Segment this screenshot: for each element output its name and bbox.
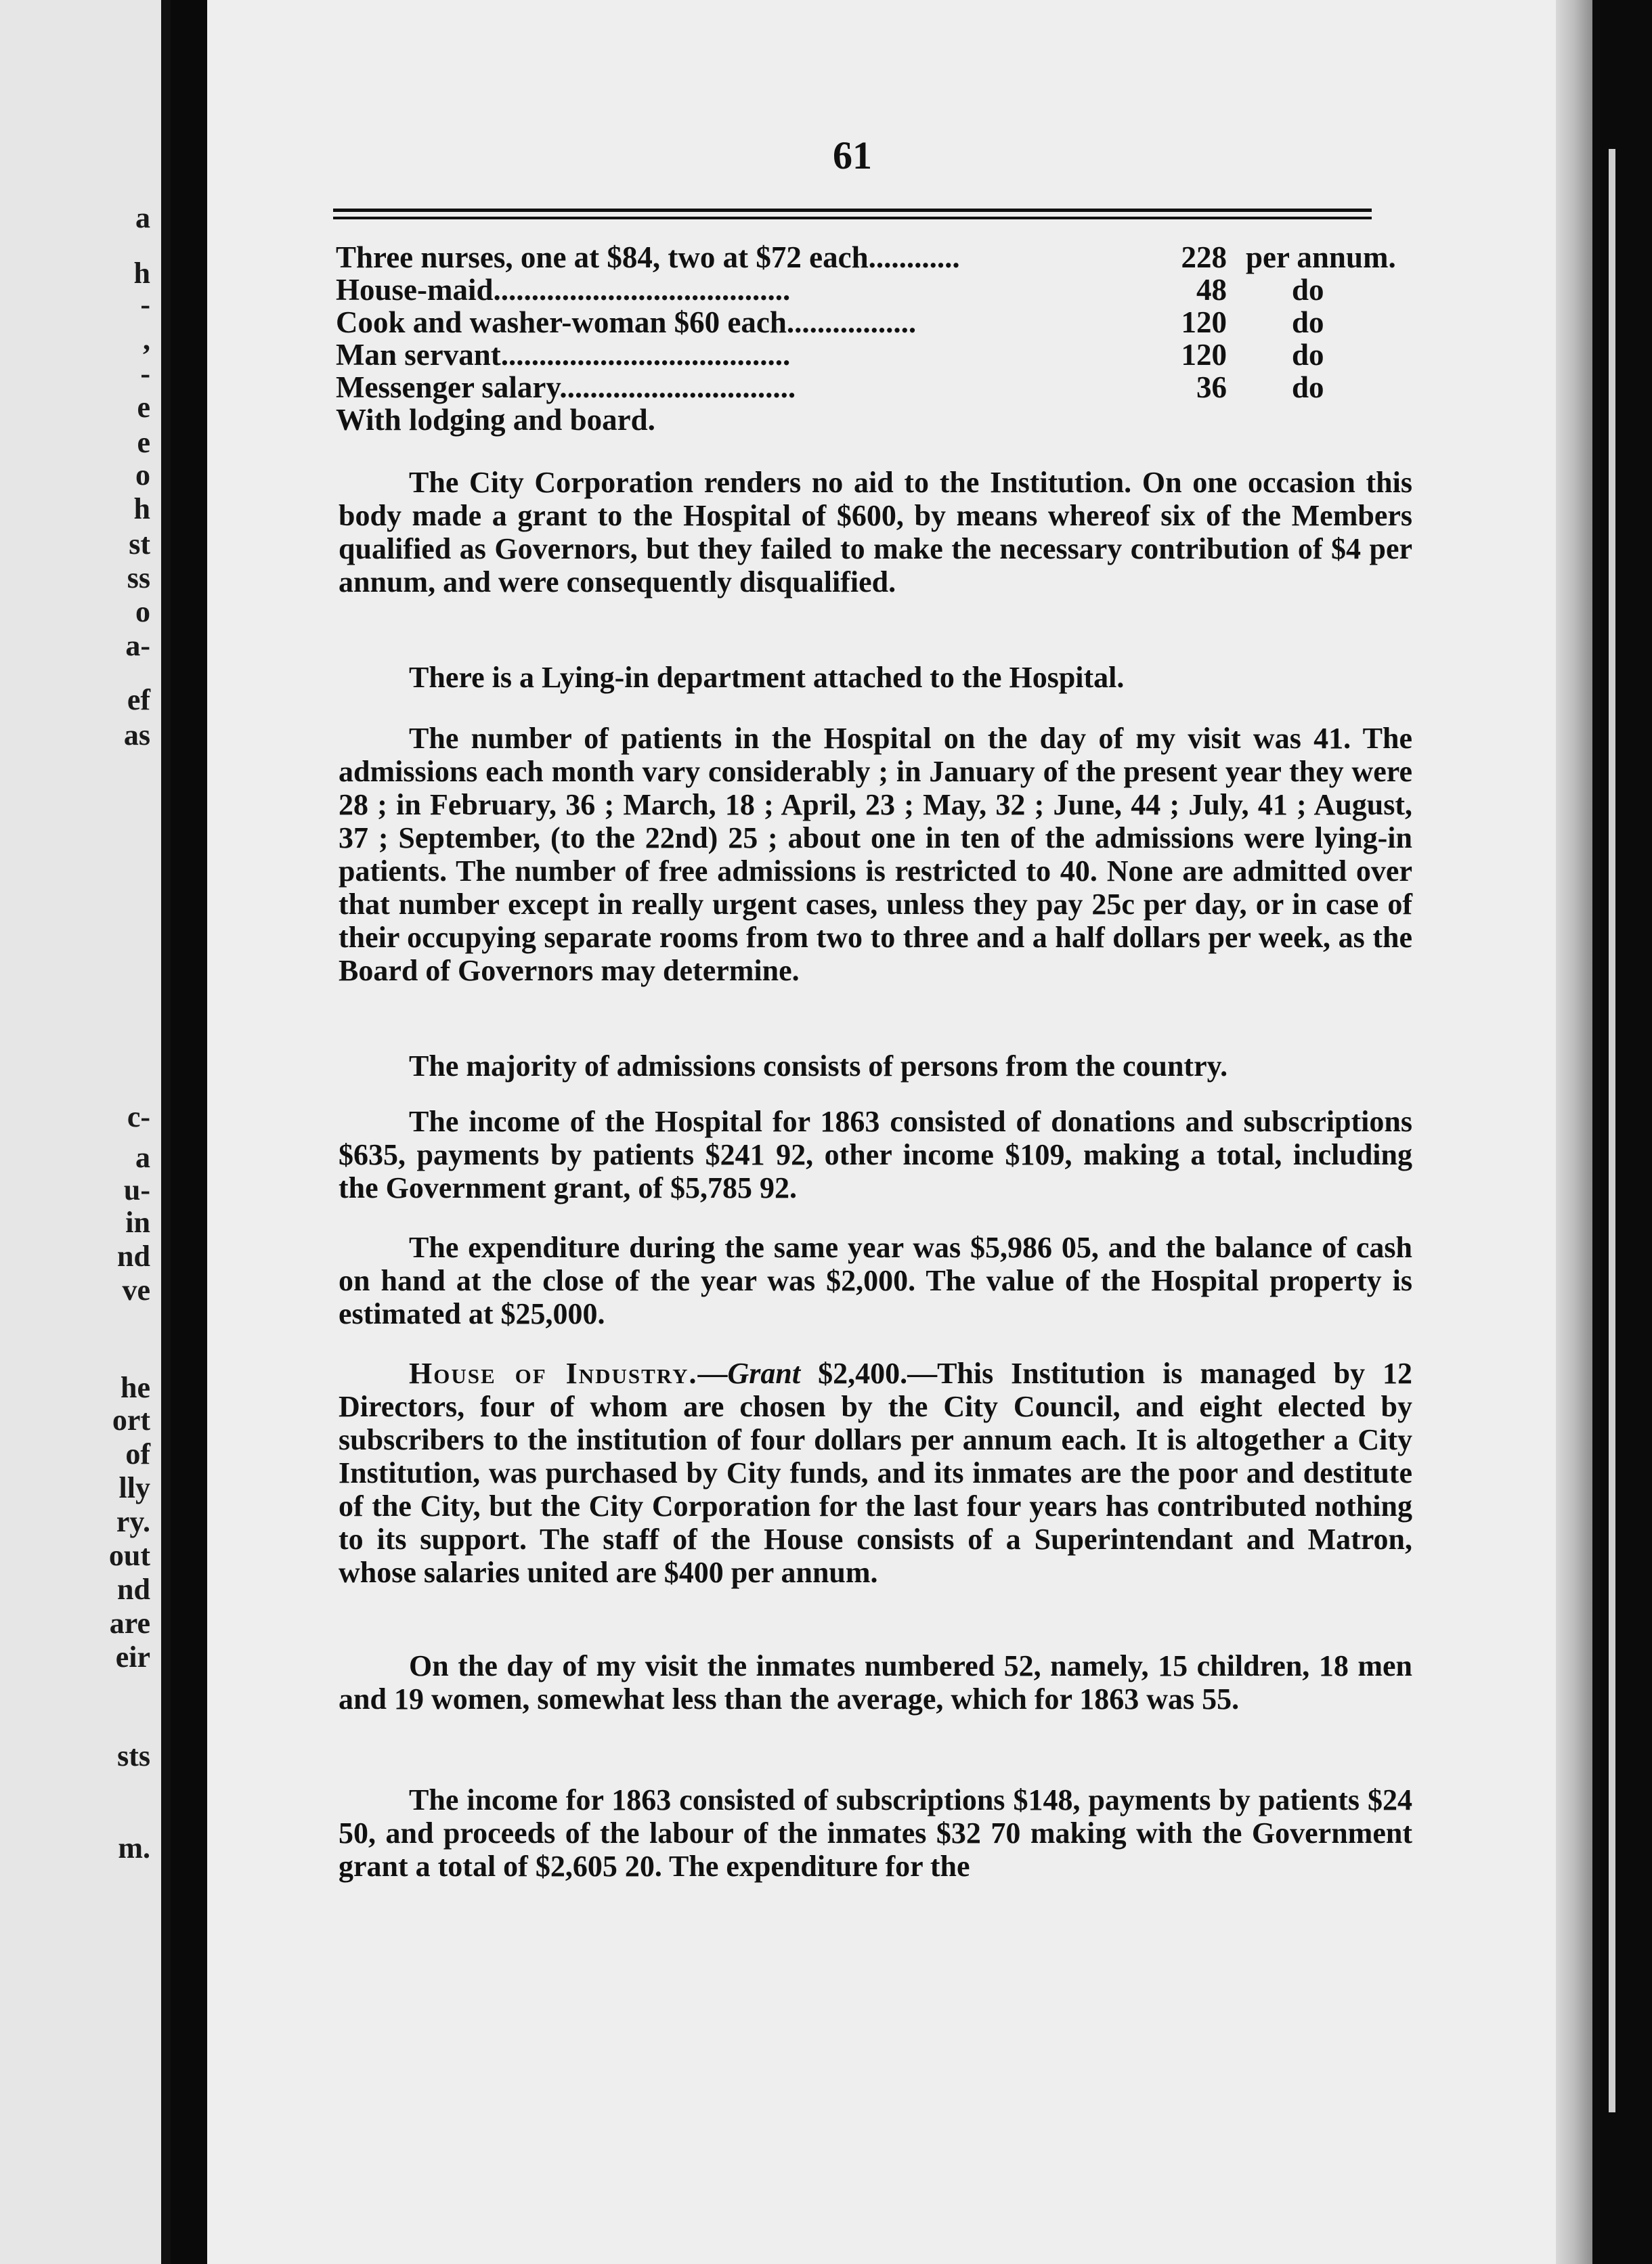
facing-page-fragment: ef [127,683,150,716]
paragraph-expenditure: The expenditure during the same year was $5,986 05, and the balance of cash on hand at the close of the year was $2,000. The value of the Hospital property is estimated at $25,000. [339,1231,1412,1330]
facing-page-fragment: ve [122,1274,150,1307]
facing-page-fragment: are [109,1607,150,1640]
staff-label: Messenger salary............................... [336,370,796,404]
facing-page-fragment: h [133,492,150,525]
facing-page-fragment: ort [112,1403,150,1437]
grant-value: $2,400. [818,1357,908,1390]
facing-page-fragment: - [140,357,150,390]
staff-amount: 120 [1181,338,1227,372]
page-edge-strip [1609,149,1615,2112]
staff-unit: do [1292,338,1324,372]
facing-page-fragment: u- [123,1173,150,1206]
facing-page-fragment: st [129,527,150,561]
staff-unit: per annum. [1246,240,1396,274]
facing-page-fragment: in [125,1206,150,1239]
staff-row [336,339,1419,371]
facing-page-fragment: e [137,426,150,459]
facing-page-fragment: , [143,323,150,356]
paragraph-income-1863: The income for 1863 consisted of subscriptions $148, payments by patients $24 50, and proceeds of the labour of the inmates $32 70 making with the Government grant a total of $2,605 20. The expenditure for the [339,1783,1412,1883]
facing-page-fragment: eir [115,1640,150,1674]
staff-label: Three nurses, one at $84, two at $72 each............ [336,240,960,274]
facing-page-fragment: c- [127,1100,150,1133]
header-rule-bottom [333,217,1372,219]
paragraph-house-of-industry: House of Industry.—Grant $2,400.—This Institution is managed by 12 Directors, four of whom are chosen by the City Council, and eight elected by subscribers to the institution of four dollars per annum each. It is altogether a City Institution, was purchased by City funds, and its inmates are the poor and destitute of the City, but the City Corporation for the last four years has contributed nothing to its support. The staff of the House consists of a Superintendant and Matron, whose salaries united are $400 per annum. [339,1357,1413,1589]
scan-dark-edge [1592,0,1652,2264]
staff-row [336,274,1419,306]
facing-page-fragment: o [135,595,150,628]
staff-amount: 228 [1181,240,1227,274]
house-of-industry-body: —This Institution is managed by 12 Directors, four of whom are chosen by the City Council, and eight elected by subscribers to the institution of four dollars per annum each. It is altogether a City Institution, was purchased by City funds, and its inmates are the poor and destitute of the City, but the City Corporation for the last four years has contributed nothing to its support. The staff of the House consists of a Superintendant and Matron, whose salaries united are $400 per annum. [339,1357,1413,1589]
staff-row [336,241,1419,274]
page-number: 61 [833,133,872,177]
facing-page-fragment: he [121,1371,150,1404]
paragraph-patients: The number of patients in the Hospital on the day of my visit was 41. The admissions each month vary considerably ; in January of the present year they were 28 ; in February, 36 ; March, 18 ; April, 23 ; May, 32 ; June, 44 ; July, 41 ; August, 37 ; September, (to the 22nd) 25 ; about one in ten of the admissions were lying-in patients. The number of free admissions is restricted to 40. None are admitted over that number except in really urgent cases, unless they pay 25c per day, or in case of their occupying separate rooms from two to three and a half dollars per week, as the Board of Governors may determine. [339,722,1412,987]
facing-page [0,0,171,2264]
facing-page-fragment: of [125,1437,150,1471]
facing-page-fragment: lly [118,1471,150,1504]
facing-page-fragment: a- [125,629,150,662]
header-rule-top [333,209,1372,212]
staff-unit: do [1292,370,1324,404]
staff-unit: do [1292,273,1324,307]
staff-label: Cook and washer-woman $60 each................. [336,305,917,339]
facing-page-fragment: out [108,1539,150,1572]
facing-page-fragment: a [135,1141,150,1174]
facing-page-fragment: h [133,257,150,290]
facing-page-fragment: sts [117,1739,150,1772]
staff-row [336,371,1419,404]
staff-amount: 36 [1196,370,1227,404]
facing-page-fragment: ss [127,561,150,594]
facing-page-fragment: a [135,201,150,234]
staff-salary-table [336,241,1419,436]
staff-amount: 48 [1196,273,1227,307]
paragraph-city-corporation: The City Corporation renders no aid to the Institution. On one occasion this body made a grant to the Hospital of $600, by means whereof six of the Members qualified as Governors, but they failed to make the necessary contribution of $4 per annum, and were consequently disqualified. [339,466,1412,598]
facing-page-fragment: e [137,391,150,424]
paragraph-majority: The majority of admissions consists of persons from the country. [409,1049,1228,1083]
facing-page-fragment: m. [118,1831,150,1865]
paragraph-lying-in: There is a Lying-in department attached to the Hospital. [409,661,1125,694]
facing-page-fragment: o [135,458,150,492]
section-heading: House of Industry. [409,1357,698,1390]
paragraph-income: The income of the Hospital for 1863 consisted of donations and subscriptions $635, payments by patients $241 92, other income $109, making a total, including the Government grant, of $5,785 92. [339,1105,1412,1204]
staff-label: House-maid....................................... [336,273,791,307]
facing-page-fragment: as [123,718,150,752]
staff-amount: 120 [1181,305,1227,339]
page-gutter-shadow [1556,0,1592,2264]
staff-unit: do [1292,305,1324,339]
grant-label: Grant [727,1357,801,1390]
facing-page-fragment: nd [117,1573,150,1606]
paragraph-inmates: On the day of my visit the inmates numbered 52, namely, 15 children, 18 men and 19 women, somewhat less than the average, which for 1863 was 55. [339,1649,1412,1716]
facing-page-fragment: ry. [116,1505,150,1538]
facing-page-fragment: nd [117,1240,150,1273]
staff-label: Man servant...................................... [336,338,791,372]
facing-page-fragment: - [140,288,150,321]
staff-note: With lodging and board. [336,403,655,437]
staff-row [336,306,1419,339]
